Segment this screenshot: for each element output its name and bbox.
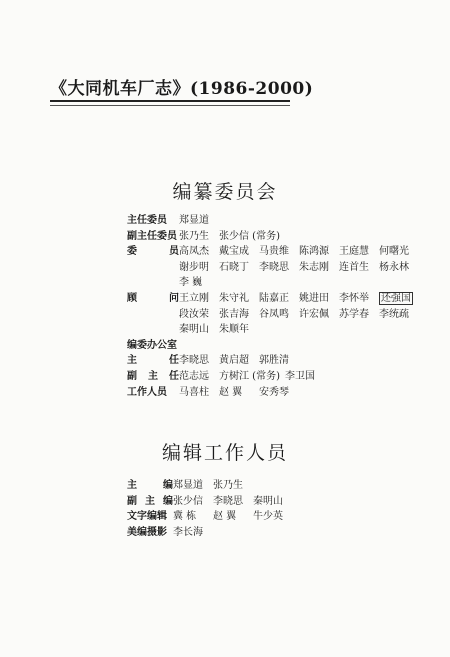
role-label-char: 编: [163, 480, 173, 491]
name-list: [173, 478, 373, 494]
name-list: [179, 213, 419, 229]
name-list: [179, 229, 419, 245]
member-name: 王庭慧: [339, 246, 369, 258]
name-list: [179, 369, 419, 385]
role-label-char: 任: [169, 355, 179, 367]
member-name: 陆嘉正: [259, 292, 289, 304]
staff-roster: [127, 478, 373, 540]
role-label-char: 员: [169, 246, 179, 258]
title-underline: [50, 100, 290, 102]
role-label: 文字编辑: [127, 511, 167, 523]
role-label-char: 顾: [127, 292, 137, 304]
role-label-char: 主: [145, 495, 155, 507]
role-label: [127, 353, 179, 369]
member-name: 张乃生: [213, 480, 243, 491]
member-name: 李晓思: [259, 261, 289, 273]
member-name: 李长海: [173, 526, 203, 538]
member-name: 秦明山: [179, 324, 209, 336]
role-label-char: 编: [163, 495, 173, 507]
member-name: 李卫国: [285, 370, 315, 382]
member-name: 苏学春: [339, 308, 369, 320]
role-label-char: 主: [148, 370, 158, 382]
roster-row-vice-chair: [127, 229, 419, 245]
roster-row-deputy-editor: [127, 494, 373, 510]
role-label: 主任委员: [127, 215, 167, 226]
role-label: 美编摄影: [127, 526, 167, 538]
role-label: 工作人员: [127, 386, 167, 398]
role-label-char: 主: [127, 355, 137, 367]
book-title: 《大同机车厂志》(1986-2000): [50, 79, 314, 99]
member-name: 李 巍: [179, 277, 203, 289]
member-name: 何曙光: [379, 246, 409, 258]
member-name: 谢步明: [179, 261, 209, 273]
roster-row-members: [127, 244, 419, 291]
member-name: 郑显道: [173, 480, 203, 491]
member-name-boxed: [379, 291, 419, 307]
member-name: 戴宝成: [219, 246, 249, 258]
role-label: 副主任委员: [127, 230, 177, 242]
member-name: 张吉海: [219, 308, 249, 320]
name-list: [173, 525, 373, 541]
member-name: 黄启超: [219, 355, 249, 367]
member-name: 马贵维: [259, 246, 289, 258]
member-name: 段汝荣: [179, 308, 209, 320]
role-label: [127, 478, 173, 494]
committee-roster: [127, 213, 419, 400]
role-label: [127, 369, 179, 385]
roster-row-text-editor: [127, 509, 373, 525]
member-name: 连首生: [339, 261, 369, 273]
office-heading: 编委办公室: [127, 339, 177, 351]
name-list: [173, 509, 373, 525]
committee-heading: 编纂委员会: [172, 181, 278, 203]
member-name: 杨永林: [379, 261, 409, 273]
member-name: 范志远: [179, 370, 209, 382]
role-label-char: 副: [127, 370, 137, 382]
role-label-char: 主: [127, 480, 137, 491]
role-label: [127, 244, 179, 260]
member-name: 方树江 (常务): [219, 370, 280, 382]
role-label-char: 委: [127, 246, 137, 258]
member-name: 朱守礼: [219, 292, 249, 304]
roster-row-advisors: [127, 291, 419, 338]
roster-row-chair: [127, 213, 419, 229]
member-name: 石晓丁: [219, 261, 249, 273]
member-name: 马喜柱: [179, 386, 209, 398]
role-label-char: 问: [169, 292, 179, 304]
staff-heading: 编辑工作人员: [161, 442, 288, 464]
roster-row-office-director: [127, 353, 419, 369]
member-name: 李统疏: [379, 308, 409, 320]
roster-row-editor-in-chief: [127, 478, 373, 494]
member-name: 郭胜清: [259, 355, 289, 367]
member-name: 陈鸿源: [299, 246, 329, 258]
role-label-char: 任: [169, 370, 179, 382]
name-list: [173, 494, 373, 510]
member-name: 李怀举: [339, 292, 369, 304]
member-name: 张乃生: [179, 230, 209, 242]
name-list: [179, 244, 419, 291]
roster-row-office-staff: [127, 385, 419, 401]
member-name: 牛少英: [253, 511, 283, 523]
member-name: 郑显道: [179, 215, 209, 226]
role-label-char: 副: [127, 495, 137, 507]
member-name: 张少信 (常务): [219, 230, 280, 242]
member-name: 李晓思: [179, 355, 209, 367]
member-name: 许宏佩: [299, 308, 329, 320]
member-name: 朱顺年: [219, 324, 249, 336]
member-name: 冀 栋: [173, 511, 197, 523]
role-label: [127, 291, 179, 307]
member-name: 赵 翼: [219, 386, 243, 398]
member-name: 安秀琴: [259, 386, 289, 398]
roster-row-art-photo: [127, 525, 373, 541]
roster-row-office-deputy: [127, 369, 419, 385]
role-label: [127, 494, 173, 510]
name-list: [179, 385, 419, 401]
member-name: 李晓思: [213, 495, 243, 507]
boxed-name-text: 还强国: [381, 292, 411, 304]
member-name: 姚进田: [299, 292, 329, 304]
member-name: 秦明山: [253, 495, 283, 507]
title-underline-secondary: [50, 105, 290, 106]
member-name: 张少信: [173, 495, 203, 507]
member-name: 王立刚: [179, 292, 209, 304]
name-list: [179, 291, 419, 338]
member-name: 赵 翼: [213, 511, 237, 523]
member-name: 朱志刚: [299, 261, 329, 273]
member-name: 谷凤鸣: [259, 308, 289, 320]
member-name: 高凤杰: [179, 246, 209, 258]
name-list: [179, 353, 419, 369]
